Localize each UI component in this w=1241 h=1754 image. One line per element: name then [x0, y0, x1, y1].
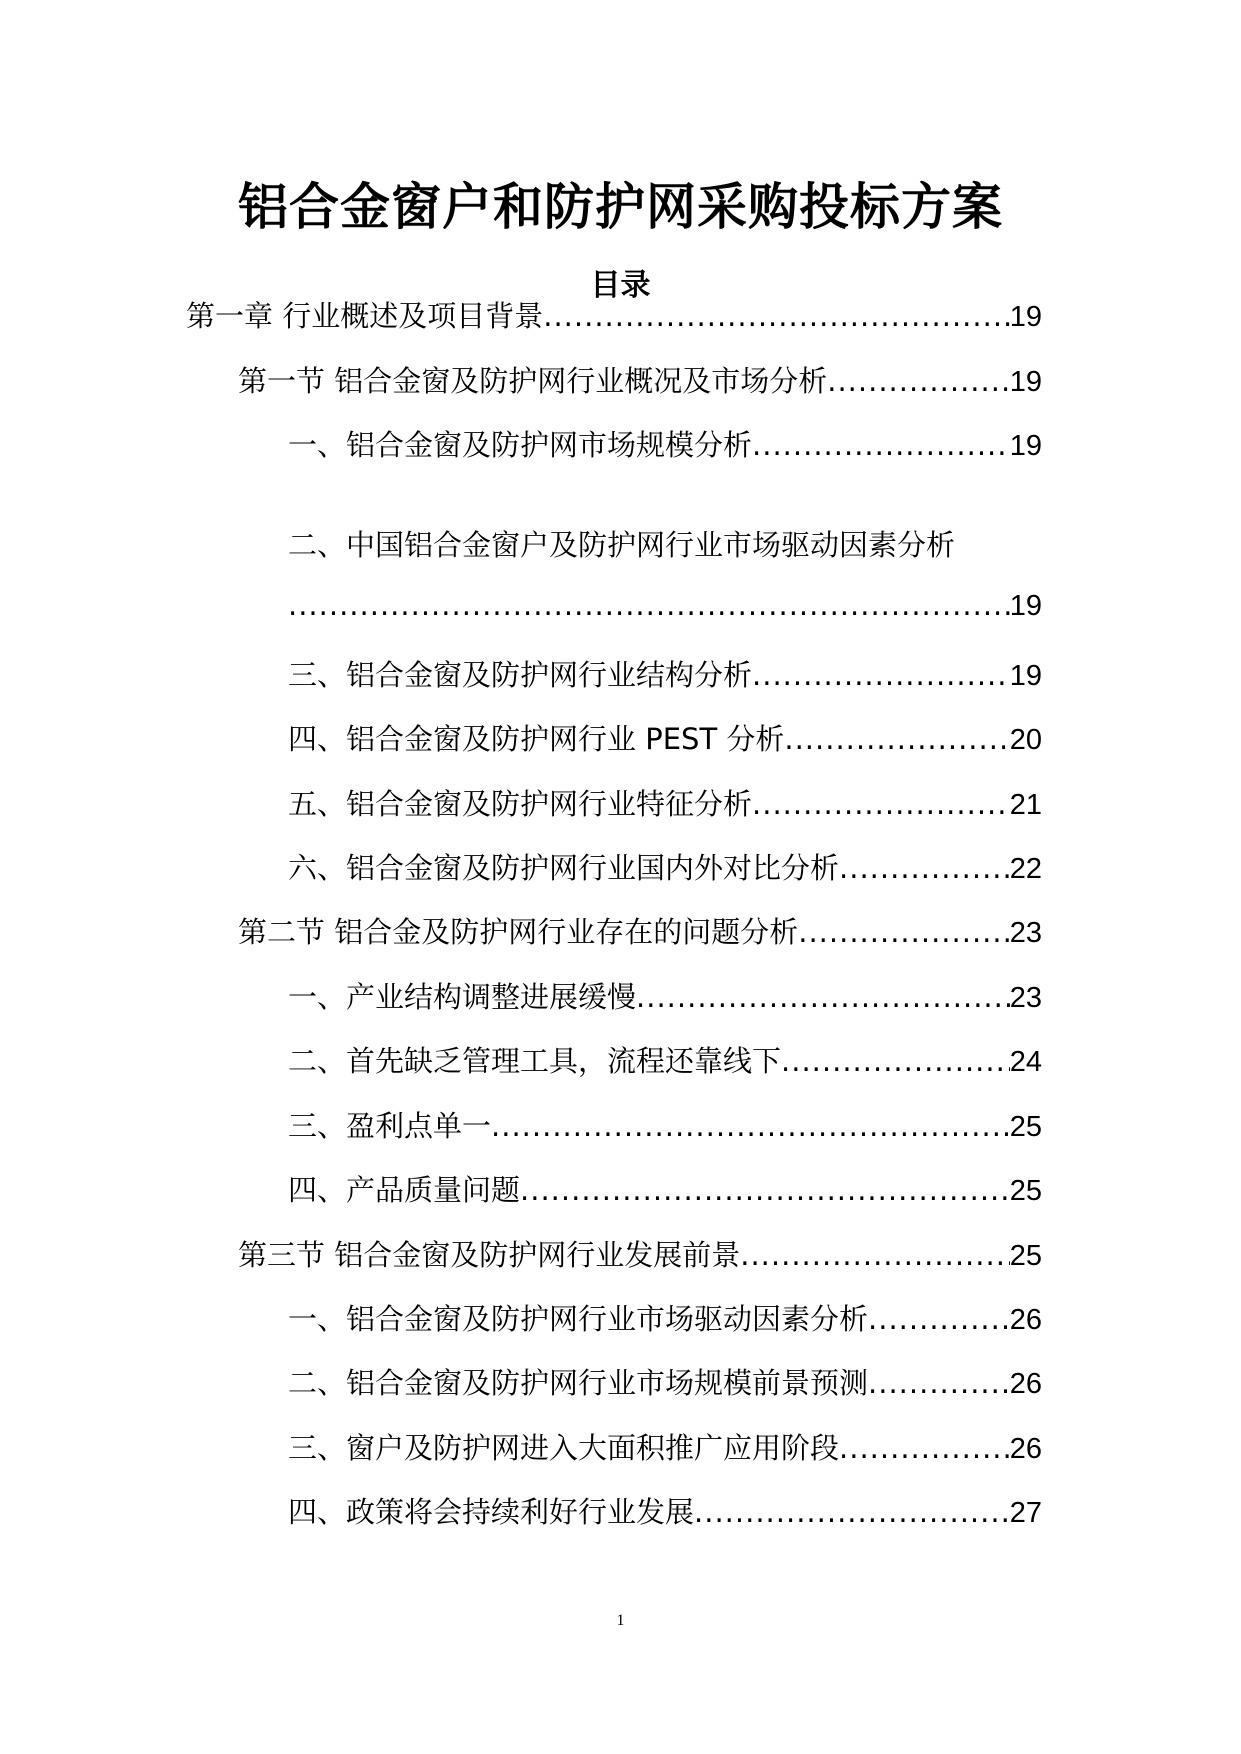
toc-entry-text: 第一节 铝合金窗及防护网行业概况及市场分析 [238, 364, 828, 398]
toc-leader-dots [781, 1041, 1010, 1081]
toc-entry-page: 24 [1009, 1046, 1042, 1078]
toc-leader-dots [491, 1106, 1010, 1146]
toc-entry-page: 26 [1009, 1304, 1042, 1336]
toc-leader-dots [839, 848, 1010, 888]
toc-entry-page: 19 [1009, 301, 1042, 333]
toc-entry-text: 三、窗户及防护网进入大面积推广应用阶段 [288, 1431, 840, 1465]
toc-leader-dots [784, 719, 1009, 759]
toc-entry-item[interactable] [288, 977, 1042, 1018]
toc-leader-dots [288, 585, 1010, 625]
toc-entry-text: 四、政策将会持续利好行业发展 [288, 1495, 695, 1529]
toc-entry-page: 23 [1009, 917, 1042, 949]
toc-entry-item[interactable] [288, 848, 1042, 889]
toc-entry-page: 20 [1009, 724, 1042, 756]
toc-leader-dots [752, 784, 1010, 824]
toc-entry-text: 第一章 行业概述及项目背景 [186, 299, 544, 333]
toc-leader-dots [839, 1428, 1010, 1468]
toc-leader-dots [752, 655, 1010, 695]
toc-entry-text: 四、铝合金窗及防护网行业 PEST 分析 [288, 722, 785, 756]
toc-entry-item[interactable] [288, 1492, 1042, 1533]
toc-entry-chapter-1[interactable] [186, 296, 1042, 337]
toc-entry-page: 23 [1009, 982, 1042, 1014]
toc-entry-item[interactable] [288, 719, 1042, 760]
toc-entry-text: 三、铝合金窗及防护网行业结构分析 [288, 658, 753, 692]
toc-entry-item[interactable] [288, 1106, 1042, 1147]
toc-entry-page: 26 [1009, 1368, 1042, 1400]
toc-entry-text: 一、铝合金窗及防护网市场规模分析 [288, 428, 753, 462]
toc-entry-item[interactable] [288, 1363, 1042, 1404]
toc-entry-page: 25 [1009, 1111, 1042, 1143]
toc-leader-dots [740, 1235, 1010, 1275]
toc-entry-item-continuation[interactable] [288, 585, 1042, 626]
toc-entry-section-2[interactable] [238, 912, 1042, 953]
toc-leader-dots [827, 361, 1010, 401]
toc-entry-page: 19 [1009, 366, 1042, 398]
toc-entry-page: 19 [1009, 660, 1042, 692]
toc-leader-dots [868, 1299, 1010, 1339]
toc-heading: 目录 [590, 268, 651, 303]
toc-entry-page: 25 [1009, 1175, 1042, 1207]
toc-entry-text: 二、铝合金窗及防护网行业市场规模前景预测 [288, 1366, 869, 1400]
toc-leader-dots [543, 296, 1010, 336]
toc-entry-page: 26 [1009, 1433, 1042, 1465]
toc-leader-dots [798, 912, 1010, 952]
toc-leader-dots [752, 425, 1010, 465]
toc-entry-text: 二、首先缺乏管理工具，流程还靠线下 [288, 1044, 782, 1078]
toc-leader-dots [636, 977, 1010, 1017]
toc-entry-text: 第二节 铝合金及防护网行业存在的问题分析 [238, 915, 799, 949]
toc-leader-dots [868, 1363, 1010, 1403]
toc-entry-text: 第三节 铝合金窗及防护网行业发展前景 [238, 1238, 741, 1272]
toc-entry-text: 一、产业结构调整进展缓慢 [288, 980, 637, 1014]
toc-entry-page: 27 [1009, 1497, 1042, 1529]
toc-entry-page: 25 [1009, 1240, 1042, 1272]
toc-entry-text: 四、产品质量问题 [288, 1173, 521, 1207]
toc-entry-item-wrapped[interactable]: 二、中国铝合金窗户及防护网行业市场驱动因素分析 [288, 528, 956, 562]
document-title: 铝合金窗户和防护网采购投标方案 [238, 178, 1003, 236]
toc-entry-item[interactable] [288, 784, 1042, 825]
toc-entry-item[interactable] [288, 1428, 1042, 1469]
toc-entry-text: 六、铝合金窗及防护网行业国内外对比分析 [288, 851, 840, 885]
toc-entry-section-1[interactable] [238, 361, 1042, 402]
toc-entry-text: 五、铝合金窗及防护网行业特征分析 [288, 787, 753, 821]
toc-entry-page: 19 [1009, 590, 1042, 622]
toc-entry-section-3[interactable] [238, 1235, 1042, 1276]
toc-entry-item[interactable] [288, 1170, 1042, 1211]
toc-entry-page: 21 [1009, 789, 1042, 821]
toc-entry-item[interactable] [288, 655, 1042, 696]
toc-entry-text: 一、铝合金窗及防护网行业市场驱动因素分析 [288, 1302, 869, 1336]
toc-entry-page: 19 [1009, 430, 1042, 462]
toc-leader-dots [694, 1492, 1010, 1532]
page-number: 1 [616, 1612, 625, 1629]
toc-entry-text: 三、盈利点单一 [288, 1109, 492, 1143]
toc-entry-page: 22 [1009, 853, 1042, 885]
toc-entry-item[interactable] [288, 1041, 1042, 1082]
toc-entry-item[interactable] [288, 425, 1042, 466]
toc-entry-item[interactable] [288, 1299, 1042, 1340]
toc-leader-dots [520, 1170, 1010, 1210]
